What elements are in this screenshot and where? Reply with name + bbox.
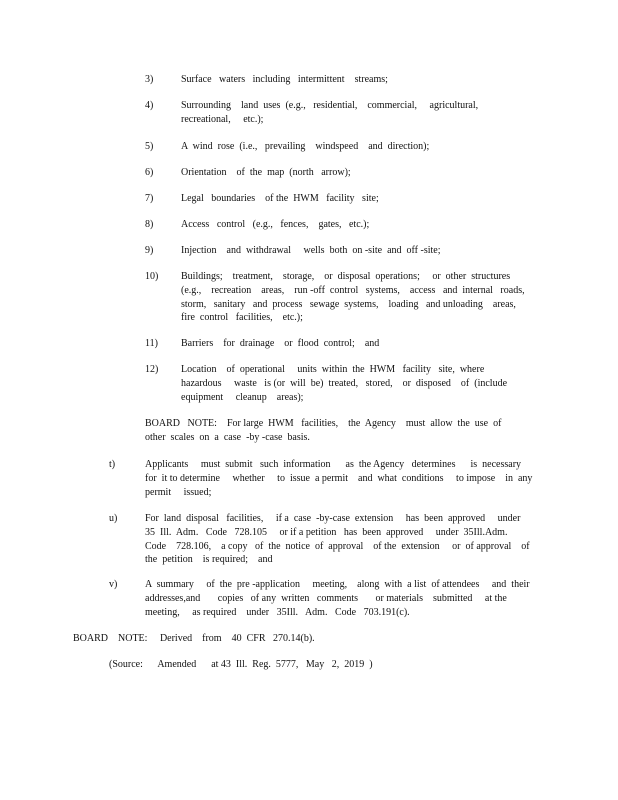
item-text: A wind rose (i.e., prevailing windspeed and direction);: [181, 141, 430, 152]
item-number: 9): [145, 245, 154, 256]
item-number: 7): [145, 193, 154, 204]
item-text: equipment cleanup areas);: [181, 392, 304, 403]
item-text: Orientation of the map (north arrow);: [181, 167, 351, 178]
item-text: Legal boundaries of the HWM facility site;: [181, 193, 379, 204]
item-text: (e.g., recreation areas, run -off control systems, access and internal roads,: [181, 285, 525, 296]
item-text: Surrounding land uses (e.g., residential, commercial, agricultural,: [181, 100, 479, 111]
item-text: Applicants must submit such information as the Agency determines is necessary: [145, 459, 522, 470]
item-letter: u): [109, 513, 118, 524]
item-letter: v): [109, 579, 118, 590]
item-text: Surface waters including intermittent streams;: [181, 74, 388, 85]
item-text: fire control facilities, etc.);: [181, 312, 303, 323]
item-text: A summary of the pre -application meeting, along with a list of attendees and their: [145, 579, 530, 590]
item-text: Location of operational units within the HWM facility site, where: [181, 364, 485, 375]
item-text: recreational, etc.);: [181, 114, 264, 125]
item-text: addresses,and copies of any written comments or materials submitted at the: [145, 593, 507, 604]
item-text: storm, sanitary and process sewage systems, loading and unloading areas,: [181, 299, 516, 310]
item-text: permit issued;: [145, 487, 212, 498]
board-note-outer: BOARD NOTE: Derived from 40 CFR 270.14(b).: [73, 633, 315, 644]
item-number: 4): [145, 100, 154, 111]
item-number: 8): [145, 219, 154, 230]
item-number: 5): [145, 141, 154, 152]
item-text: meeting, as required under 35Ill. Adm. Code 703.191(c).: [145, 607, 410, 618]
source-note: (Source: Amended at 43 Ill. Reg. 5777, May 2, 2019 ): [109, 659, 373, 670]
item-letter: t): [109, 459, 116, 470]
item-text: Barriers for drainage or flood control; and: [181, 338, 380, 349]
item-text: hazardous waste is (or will be) treated, stored, or disposed of (include: [181, 378, 508, 389]
board-note-line: BOARD NOTE: For large HWM facilities, the Agency must allow the use of: [145, 418, 502, 429]
item-number: 12): [145, 364, 159, 375]
item-text: Access control (e.g., fences, gates, etc.);: [181, 219, 370, 230]
item-text: 35 Ill. Adm. Code 728.105 or if a petition has been approved under 35Ill.Adm.: [145, 527, 508, 538]
item-number: 3): [145, 74, 154, 85]
item-number: 6): [145, 167, 154, 178]
item-text: for it to determine whether to issue a permit and what conditions to impose in any: [145, 473, 533, 484]
board-note-line: other scales on a case -by -case basis.: [145, 432, 310, 443]
item-text: Injection and withdrawal wells both on -site and off -site;: [181, 245, 441, 256]
item-text: Buildings; treatment, storage, or disposal operations; or other structures: [181, 271, 511, 282]
item-text: For land disposal facilities, if a case -by-case extension has been approved under: [145, 513, 521, 524]
item-number: 11): [145, 338, 158, 349]
item-number: 10): [145, 271, 159, 282]
item-text: the petition is required; and: [145, 554, 273, 565]
item-text: Code 728.106, a copy of the notice of approval of the extension or of approval of: [145, 541, 530, 552]
